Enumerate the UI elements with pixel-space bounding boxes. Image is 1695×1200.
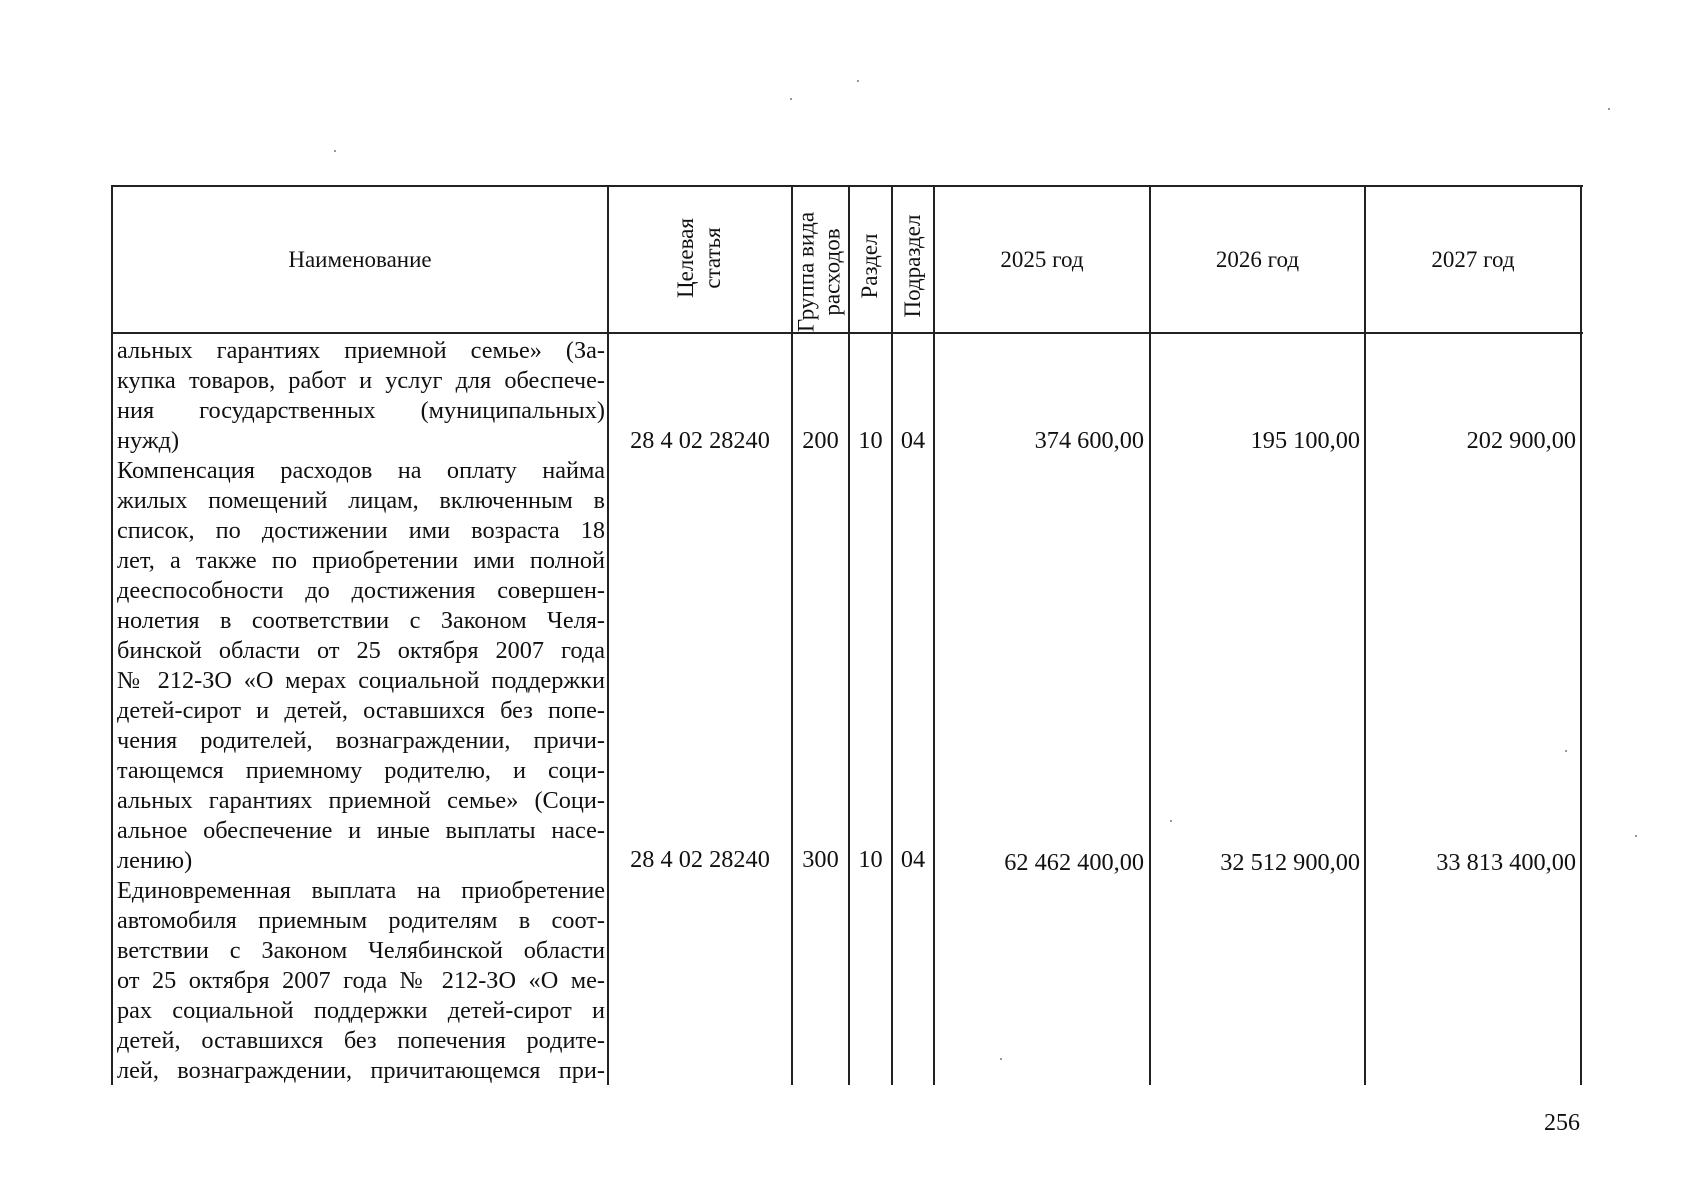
scan-speck (334, 150, 336, 152)
scan-speck (1608, 108, 1610, 110)
row2-text-line: альных гарантиях приемной семье» (Соци- (117, 787, 605, 814)
table-right-border (1580, 185, 1582, 1085)
row2-subsection: 04 (900, 846, 926, 873)
row3-text-line: от 25 октября 2007 года № 212-ЗО «О ме- (117, 967, 605, 994)
row2-text-line: лет, а также по приобретении ими полной (117, 547, 605, 574)
name-column (117, 336, 605, 1086)
row2-expense-group: 300 (802, 846, 839, 873)
row2-text-line: дееспособности до достижения совершен- (117, 577, 605, 604)
row1-text-line: ния государственных (муниципальных) (117, 397, 605, 424)
row2-text-line: жилых помещений лицам, включенным в (117, 487, 605, 514)
row2-2027: 33 813 400,00 (1436, 849, 1576, 876)
row1-text-line: альных гарантиях приемной семье» (За- (117, 337, 605, 364)
row2-2026: 32 512 900,00 (1220, 849, 1360, 876)
col-divider-1 (607, 185, 609, 1085)
row2-text-line: детей-сирот и детей, оставшихся без попе- (117, 697, 605, 724)
row3-text-line: ветствии с Законом Челябинской области (117, 937, 605, 964)
header-bottom-border (111, 332, 1583, 334)
row1-text-line: нужд) (117, 427, 180, 454)
header-2025: 2025 год (1000, 246, 1084, 272)
row3-text-line: детей, оставшихся без попечения родите- (117, 1027, 605, 1054)
row2-text-line: Компенсация расходов на оплату найма (117, 457, 605, 484)
row2-text-line: бинской области от 25 октября 2007 года (117, 637, 605, 664)
header-expense-group: Группа вида расходов (793, 211, 845, 333)
row2-text-line: тающемся приемному родителю, и соци- (117, 757, 605, 784)
row3-text-line: лей, вознаграждении, причитающемся при- (117, 1057, 605, 1084)
scan-speck (1565, 750, 1567, 752)
row1-2025: 374 600,00 (1034, 427, 1144, 454)
row2-text-line: нолетия в соответствии с Законом Челя- (117, 607, 605, 634)
row2-section: 10 (858, 846, 883, 873)
header-subsection: Подраздел (899, 214, 925, 318)
row2-text-line: № 212-ЗО «О мерах социальной поддержки (117, 667, 605, 694)
row2-text-line: лению) (117, 847, 193, 874)
row3-text-line: автомобиля приемным родителям в соот- (117, 907, 605, 934)
row2-2025: 62 462 400,00 (1004, 849, 1144, 876)
page-number: 256 (1544, 1110, 1580, 1136)
row1-2026: 195 100,00 (1250, 427, 1360, 454)
header-2027: 2027 год (1431, 246, 1515, 272)
row2-text-line: альное обеспечение и иные выплаты насе- (117, 817, 605, 844)
scan-speck (857, 80, 859, 82)
row2-text-line: список, по достижении ими возраста 18 (117, 517, 605, 544)
header-2026: 2026 год (1215, 246, 1300, 272)
row1-subsection: 04 (900, 427, 926, 454)
scan-speck (1170, 820, 1172, 822)
row1-2027: 202 900,00 (1466, 427, 1576, 454)
scan-speck (790, 98, 792, 100)
header-name: Наименование (288, 246, 432, 272)
row1-target-article: 28 4 02 28240 (630, 427, 770, 454)
row3-text-line: рах социальной поддержки детей-сирот и (117, 997, 605, 1024)
header-section: Раздел (856, 233, 882, 299)
row2-text-line: чения родителей, вознаграждении, причи- (117, 727, 605, 754)
row3-text-line: Единовременная выплата на приобретение (117, 877, 605, 904)
row2-target-article: 28 4 02 28240 (630, 846, 770, 873)
row1-expense-group: 200 (802, 427, 839, 454)
scan-speck (1000, 1058, 1002, 1060)
row1-text-line: купка товаров, работ и услуг для обеспече- (117, 367, 605, 394)
header-target-article: Целевая статья (673, 218, 725, 298)
row1-section: 10 (858, 427, 883, 454)
scan-speck (1635, 835, 1637, 837)
